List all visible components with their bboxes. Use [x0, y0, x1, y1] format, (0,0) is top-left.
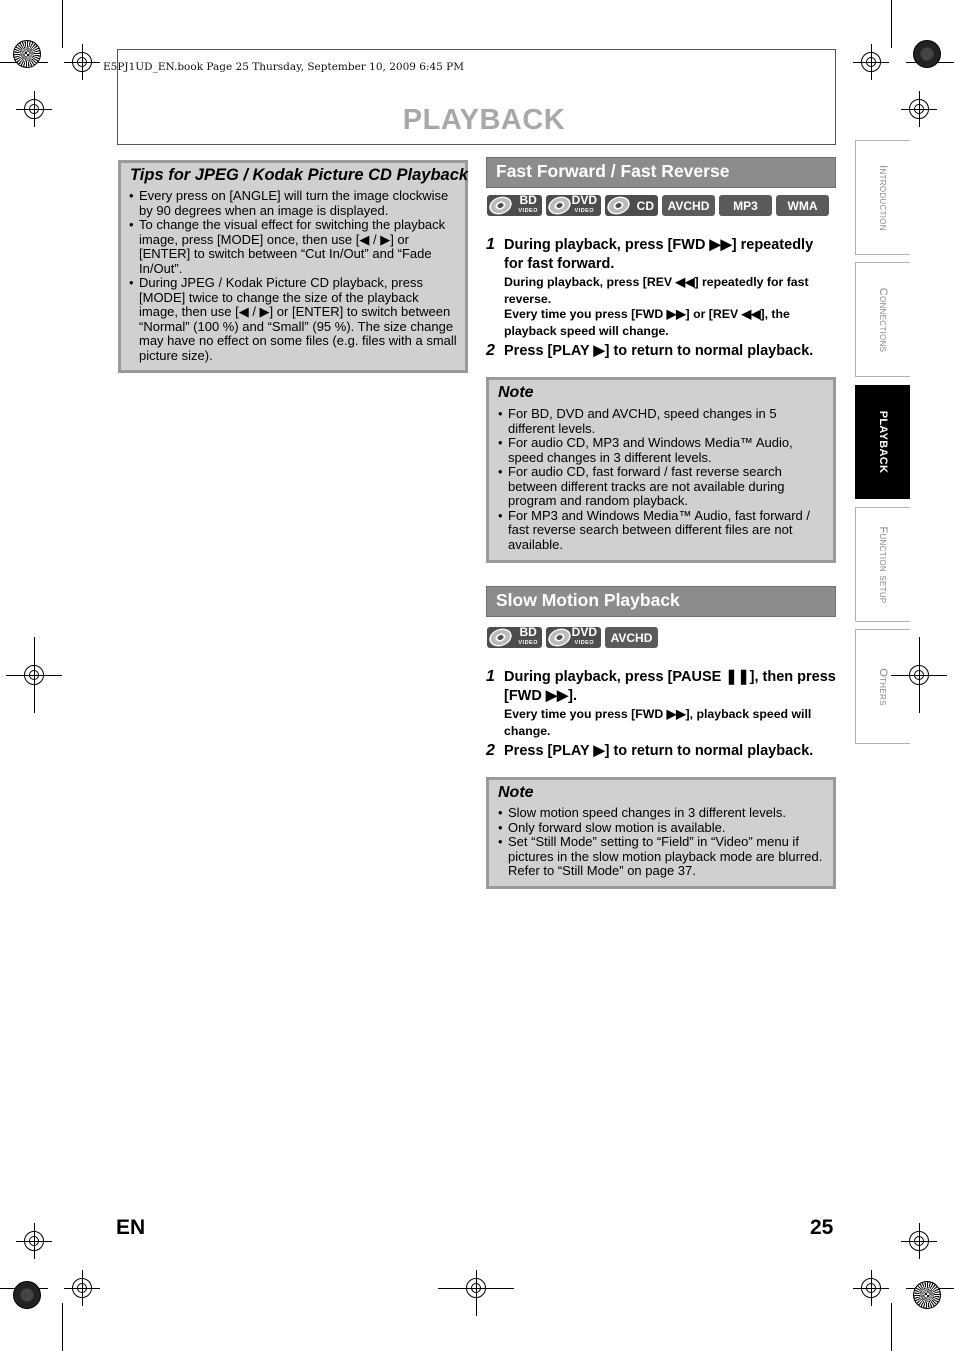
section-heading-fast-forward: Fast Forward / Fast Reverse: [486, 157, 836, 188]
tab-function-setup[interactable]: [855, 507, 910, 622]
step-detail: Every time you press [FWD ▶▶], playback speed will change.: [504, 707, 812, 738]
tab-connections[interactable]: [855, 262, 910, 377]
step-instruction: Press [PLAY ▶] to return to normal playback.: [504, 343, 814, 359]
step-instruction: During playback, press [FWD ▶▶] repeatedly for fast forward.: [504, 237, 814, 272]
list-item: • Set “Still Mode” setting to “Field” in “Video” menu if pictures in the slow motion playback mode are blurred. Refer to “Still Mode” on page 37.: [498, 835, 826, 879]
page-number: 25: [810, 1216, 834, 1239]
file-info: E5PJ1UD_EN.book Page 25 Thursday, September 10, 2009 6:45 PM: [103, 61, 464, 73]
list-item: • To change the visual effect for switching the playback image, press [MODE] once, then use [◀ / ▶] or [ENTER] to switch between “Cut In/Out” and “Fade In/Out”.: [129, 218, 461, 276]
avchd-icon: AVCHD: [662, 195, 715, 216]
list-item: • For BD, DVD and AVCHD, speed changes in 5 different levels.: [498, 407, 826, 436]
step-number: 1: [486, 668, 495, 685]
disc-icon: [487, 626, 514, 650]
disc-icon: [605, 194, 632, 218]
note-list: [498, 806, 826, 879]
disc-icon: [546, 194, 573, 218]
page-title: PLAYBACK: [402, 104, 566, 136]
tab-playback[interactable]: [855, 385, 910, 499]
color-wheel-icon: [913, 40, 941, 68]
step-instruction: During playback, press [PAUSE ❚❚], then press [FWD ▶▶].: [504, 669, 836, 704]
step-detail: During playback, press [REV ◀◀] repeatedly for fast reverse.: [504, 275, 809, 306]
step-number: 2: [486, 742, 495, 759]
disc-icon: [487, 194, 514, 218]
language-label: EN: [116, 1216, 146, 1239]
tab-label: PLAYBACK: [877, 410, 889, 474]
step-number: 2: [486, 342, 495, 359]
list-item: • Only forward slow motion is available.: [498, 821, 826, 836]
section-heading-slow-motion: Slow Motion Playback: [486, 586, 836, 617]
note-title: Note: [498, 384, 534, 401]
note-list: [498, 407, 826, 552]
bd-video-icon: BD VIDEO: [487, 195, 542, 216]
list-item: • For MP3 and Windows Media™ Audio, fast forward / fast reverse search between different files are not available.: [498, 509, 826, 553]
color-wheel-icon: [13, 1281, 41, 1309]
tips-list: [129, 189, 461, 363]
tab-label: Function setup: [877, 525, 889, 604]
tab-label: Others: [877, 667, 889, 706]
step-detail: Every time you press [FWD ▶▶] or [REV ◀◀], the playback speed will change.: [504, 307, 790, 338]
color-wheel-icon: [13, 40, 41, 68]
tab-introduction[interactable]: [855, 140, 910, 255]
mp3-icon: MP3: [719, 195, 772, 216]
list-item: • Slow motion speed changes in 3 different levels.: [498, 806, 826, 821]
disc-icon: [546, 626, 573, 650]
list-item: • Every press on [ANGLE] will turn the image clockwise by 90 degrees when an image is displayed.: [129, 189, 461, 218]
color-wheel-icon: [913, 1281, 941, 1309]
list-item: • For audio CD, MP3 and Windows Media™ Audio, speed changes in 3 different levels.: [498, 436, 826, 465]
wma-icon: WMA: [776, 195, 829, 216]
step-number: 1: [486, 236, 495, 253]
dvd-video-icon: DVD VIDEO: [546, 195, 601, 216]
list-item: • During JPEG / Kodak Picture CD playback, press [MODE] twice to change the size of the playback image, then use [◀ / ▶] or [ENTER] to switch between “Normal” (100 %) and “Small” (95 %). The size change may have no effect on some files (e.g. files with a small picture size).: [129, 276, 461, 363]
list-item: • For audio CD, fast forward / fast reverse search between different tracks are not available during program and random playback.: [498, 465, 826, 509]
avchd-icon: AVCHD: [605, 627, 658, 648]
note-title: Note: [498, 784, 534, 801]
tab-others[interactable]: [855, 629, 910, 744]
tab-label: Connections: [877, 287, 889, 352]
tab-label: Introduction: [877, 164, 889, 231]
cd-icon: CD: [605, 195, 658, 216]
dvd-video-icon: DVD VIDEO: [546, 627, 601, 648]
tips-title: Tips for JPEG / Kodak Picture CD Playback: [130, 166, 469, 184]
bd-video-icon: BD VIDEO: [487, 627, 542, 648]
step-instruction: Press [PLAY ▶] to return to normal playback.: [504, 743, 814, 759]
